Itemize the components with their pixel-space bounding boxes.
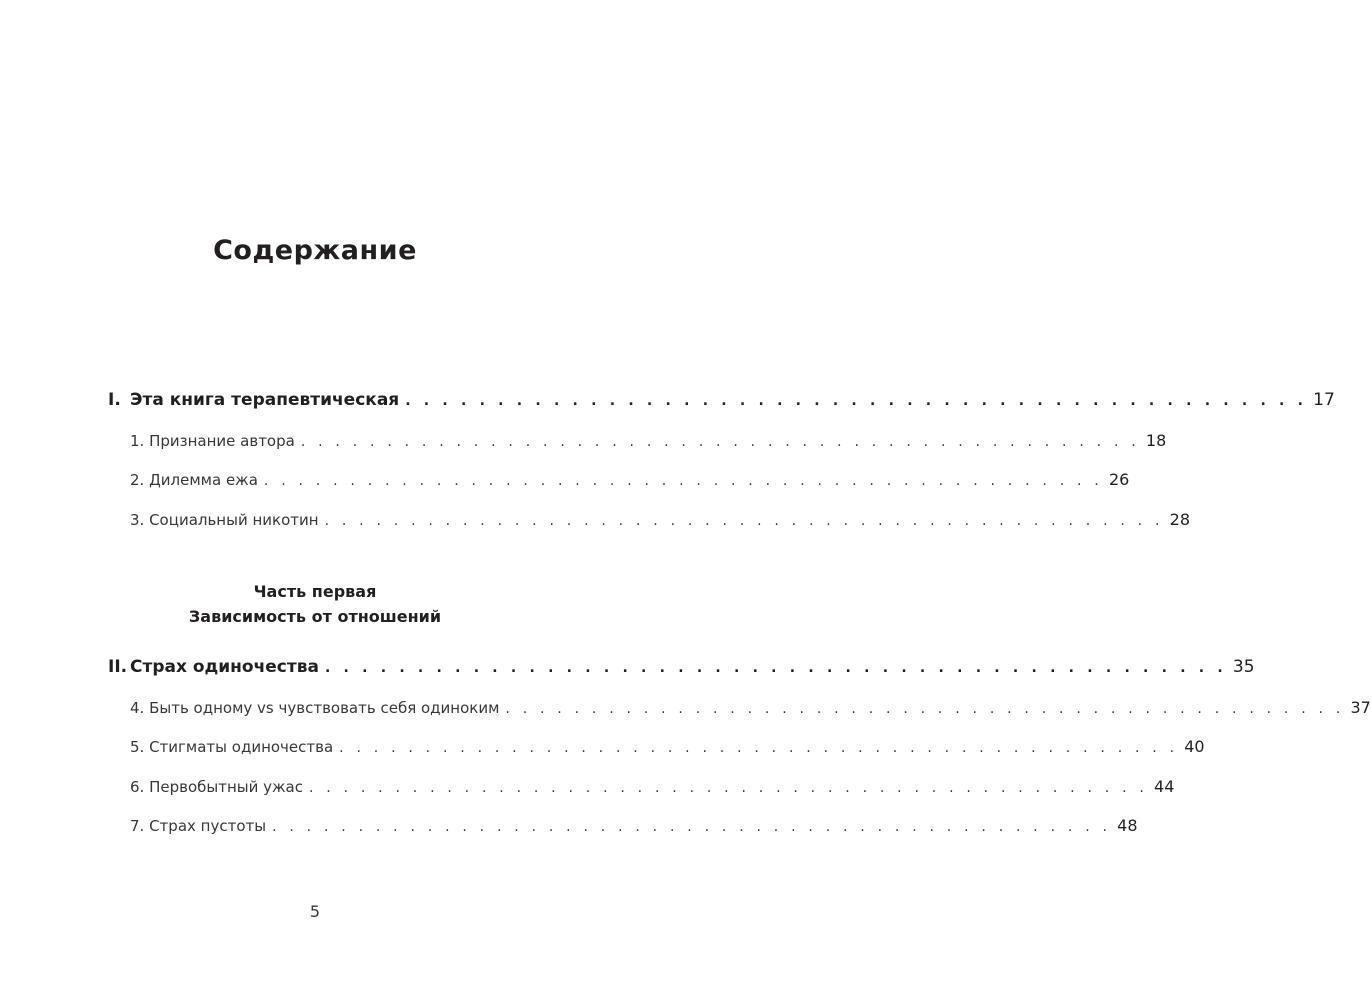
dot-leader: . . . . . . . . . . . . . . . . . . . . . . . . . . . . . . . . . . . . . . . . . . . . . . . . . xyxy=(324,513,1164,529)
dot-leader: . . . . . . . . . . . . . . . . . . . . . . . . . . . . . . . . . . . . . . . . . . . . . . . . . xyxy=(308,780,1149,796)
section-title: 6. Первобытный ужас xyxy=(130,778,303,796)
dot-leader: . . . . . . . . . . . . . . . . . . . . . . . . . . . . . . . . . . . . . . . . . . . . . . . . . xyxy=(505,701,1345,717)
toc-section-6[interactable] xyxy=(130,777,1175,796)
section-title: 4. Быть одному vs чувствовать себя одиноким xyxy=(130,699,500,717)
part-heading xyxy=(0,579,630,629)
page-ref: 44 xyxy=(1154,777,1175,796)
toc-section-1[interactable] xyxy=(130,431,1167,450)
chapter-title: Эта книга терапевтическая xyxy=(130,390,400,410)
chapter-label xyxy=(108,657,319,677)
page-ref: 18 xyxy=(1145,431,1167,450)
dot-leader: . . . . . . . . . . . . . . . . . . . . . . . . . . . . . . . . . . . . . . . . . . . . . . . . . xyxy=(405,393,1308,409)
page-ref: 48 xyxy=(1117,816,1138,835)
toc-section-5[interactable] xyxy=(130,737,1205,756)
toc-section-3[interactable] xyxy=(130,510,1190,529)
toc-section-7[interactable] xyxy=(130,816,1138,835)
dot-leader: . . . . . . . . . . . . . . . . . . . . . . . . . . . . . . . . . . . . . . . . . . . . . . . . . xyxy=(339,740,1179,756)
toc-chapter-1[interactable] xyxy=(108,390,1335,410)
page-ref: 26 xyxy=(1108,470,1130,489)
section-title: 2. Дилемма ежа xyxy=(130,471,258,489)
page-ref: 37 xyxy=(1350,698,1371,717)
chapter-numeral: I. xyxy=(108,390,121,410)
chapter-numeral: II. xyxy=(108,657,128,677)
section-title: 5. Стигматы одиночества xyxy=(130,738,334,756)
section-title: 3. Социальный никотин xyxy=(130,511,319,529)
dot-leader: . . . . . . . . . . . . . . . . . . . . . . . . . . . . . . . . . . . . . . . . . . . . . . . . . xyxy=(324,660,1227,676)
part-title: Зависимость от отношений xyxy=(188,607,442,626)
dot-leader: . . . . . . . . . . . . . . . . . . . . . . . . . . . . . . . . . . . . . . . . . . . . . . . . . xyxy=(263,473,1103,489)
section-title: 7. Страх пустоты xyxy=(130,817,267,835)
section-title: 1. Признание автора xyxy=(130,432,295,450)
toc-title: Содержание xyxy=(213,235,417,266)
page-ref: 28 xyxy=(1169,510,1190,529)
page-ref: 17 xyxy=(1313,390,1335,410)
page-number: 5 xyxy=(309,902,321,921)
toc-section-2[interactable] xyxy=(130,470,1130,489)
chapter-label xyxy=(108,390,399,410)
chapter-title: Страх одиночества xyxy=(130,657,319,677)
part-number: Часть первая xyxy=(253,582,377,601)
page-ref: 35 xyxy=(1232,657,1255,677)
toc-section-4[interactable] xyxy=(130,698,1371,717)
toc-chapter-2[interactable] xyxy=(108,657,1255,677)
dot-leader: . . . . . . . . . . . . . . . . . . . . . . . . . . . . . . . . . . . . . . . . . . . . . . . . . xyxy=(272,819,1112,835)
page-ref: 40 xyxy=(1184,737,1205,756)
dot-leader: . . . . . . . . . . . . . . . . . . . . . . . . . . . . . . . . . . . . . . . . . . . . . . . . . xyxy=(300,434,1140,450)
